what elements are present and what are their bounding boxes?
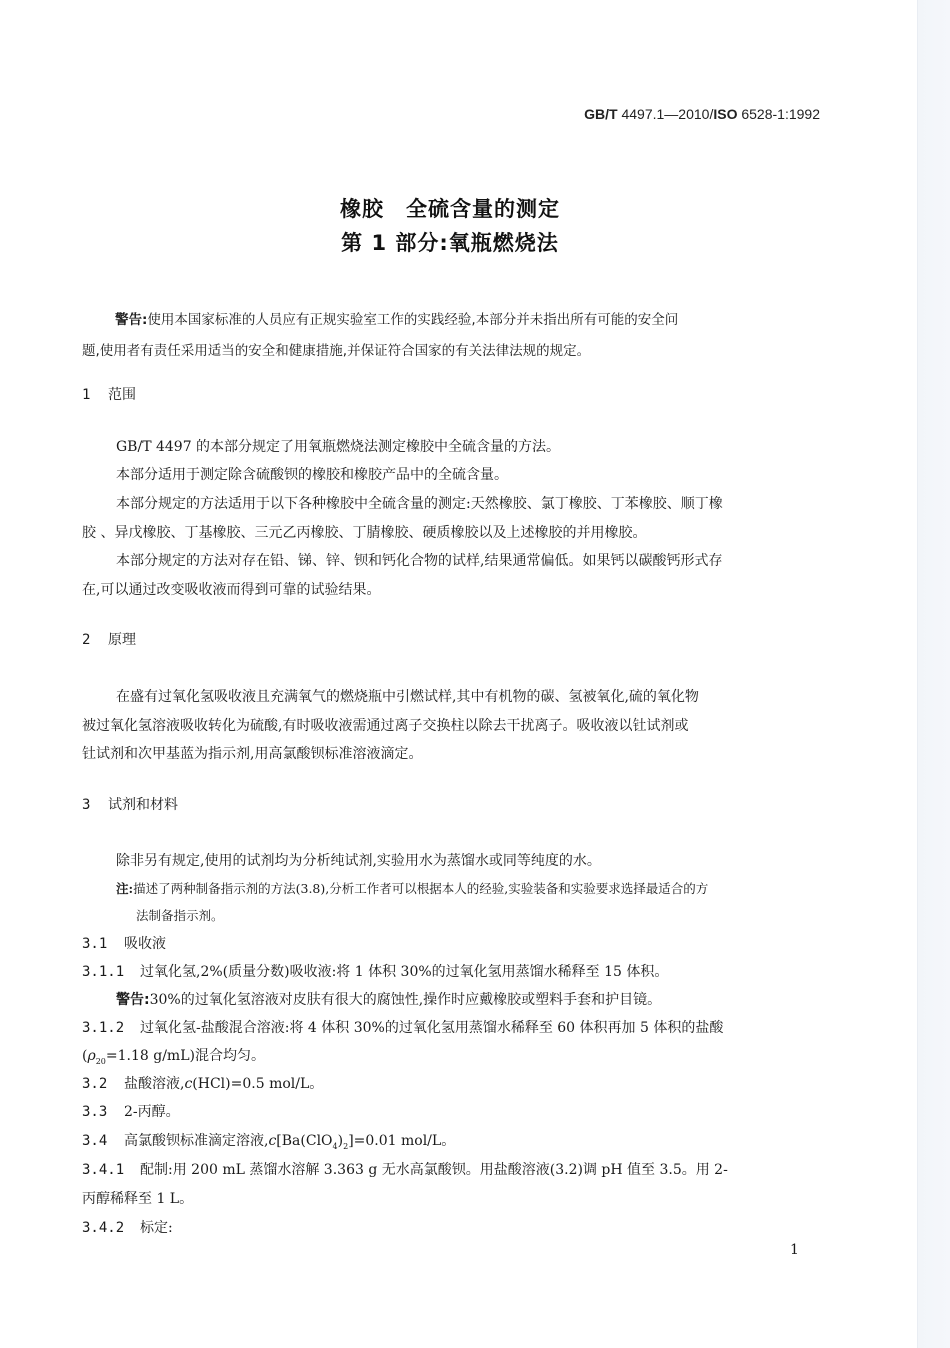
clause-3-4-1-line-1: 3.4.1 配制:用 200 mL 蒸馏水溶解 3.363 g 无水高氯酸钡。用盐酸溶液(3.2)调 pH 值至 3.5。用 2- xyxy=(82,1162,728,1178)
section-2-heading: 2 原理 xyxy=(82,632,136,648)
clause-3-3: 3.3 2-丙醇。 xyxy=(82,1104,180,1120)
clause-3-4: 3.4 高氯酸钡标准滴定溶液$,c[Ba(ClO_4)_2]=0.01$ mol/L。 xyxy=(82,1133,456,1151)
section-1-para-3b: 胶 、异戊橡胶、丁基橡胶、三元乙丙橡胶、丁腈橡胶、硬质橡胶以及上述橡胶的并用橡胶。 xyxy=(82,525,647,541)
section-1-para-3a: 本部分规定的方法适用于以下各种橡胶中全硫含量的测定:天然橡胶、氯丁橡胶、丁苯橡胶、顺丁橡 xyxy=(116,496,723,512)
section-1-para-4b: 在,可以通过改变吸收液而得到可靠的试验结果。 xyxy=(82,582,381,598)
clause-3-1-1: 3.1.1 过氧化氢,2%(质量分数)吸收液:将 1 体积 30%的过氧化氢用蒸馏水稀释至 15 体积。 xyxy=(82,964,669,980)
section-2-line-3: 钍试剂和次甲基蓝为指示剂,用高氯酸钡标准溶液滴定。 xyxy=(82,746,423,762)
clause-3-2: 3.2 盐酸溶液,c(HCl)=0.5 mol/L。 xyxy=(82,1076,324,1092)
section-1-heading: 1 范围 xyxy=(82,387,136,403)
clause-3-1-2-line-2: ($\rho_{20}=1.18$ g/mL)混合均匀。 xyxy=(82,1048,265,1066)
section-3-heading: 3 试剂和材料 xyxy=(82,797,178,813)
document-subtitle: 第 1 部分:氧瓶燃烧法 xyxy=(341,231,559,255)
section-3-para-1: 除非另有规定,使用的试剂均为分析纯试剂,实验用水为蒸馏水或同等纯度的水。 xyxy=(116,853,601,869)
warning-line-1: 警告:使用本国家标准的人员应有正规实验室工作的实践经验,本部分并未指出所有可能的安全问 xyxy=(115,312,679,328)
section-3-note-line-2: 法制备指示剂。 xyxy=(136,908,224,923)
page-edge xyxy=(917,0,950,1348)
warning-line-2: 题,使用者有责任采用适当的安全和健康措施,并保证符合国家的有关法律法规的规定。 xyxy=(82,343,591,359)
page-number: 1 xyxy=(790,1242,799,1258)
section-3-note-line-1: 注:描述了两种制备指示剂的方法(3.8),分析工作者可以根据本人的经验,实验装备和实验要求选择最适合的方 xyxy=(116,881,709,896)
section-2-line-1: 在盛有过氧化氢吸收液且充满氧气的燃烧瓶中引燃试样,其中有机物的碳、氢被氧化,硫的氧化物 xyxy=(116,689,699,705)
section-1-para-1: GB/T 4497 的本部分规定了用氧瓶燃烧法测定橡胶中全硫含量的方法。 xyxy=(116,439,561,455)
clause-3-1-2-line-1: 3.1.2 过氧化氢-盐酸混合溶液:将 4 体积 30%的过氧化氢用蒸馏水稀释至 60 体积再加 5 体积的盐酸 xyxy=(82,1020,724,1036)
clause-3-1: 3.1 吸收液 xyxy=(82,936,166,952)
standard-number-header: GB/T 4497.1—2010/ISO 6528-1:1992 xyxy=(584,106,820,122)
clause-3-4-2: 3.4.2 标定: xyxy=(82,1220,173,1236)
clause-3-1-1-warning: 警告:30%的过氧化氢溶液对皮肤有很大的腐蚀性,操作时应戴橡胶或塑料手套和护目镜。 xyxy=(116,992,662,1008)
clause-3-4-1-line-2: 丙醇稀释至 1 L。 xyxy=(82,1191,194,1207)
document-title: 橡胶 全硫含量的测定 xyxy=(340,197,560,221)
section-2-line-2: 被过氧化氢溶液吸收转化为硫酸,有时吸收液需通过离子交换柱以除去干扰离子。吸收液以钍试剂或 xyxy=(82,718,689,734)
section-1-para-2: 本部分适用于测定除含硫酸钡的橡胶和橡胶产品中的全硫含量。 xyxy=(116,467,508,483)
section-1-para-4a: 本部分规定的方法对存在铅、锑、锌、钡和钙化合物的试样,结果通常偏低。如果钙以碳酸钙形式存 xyxy=(116,553,723,569)
